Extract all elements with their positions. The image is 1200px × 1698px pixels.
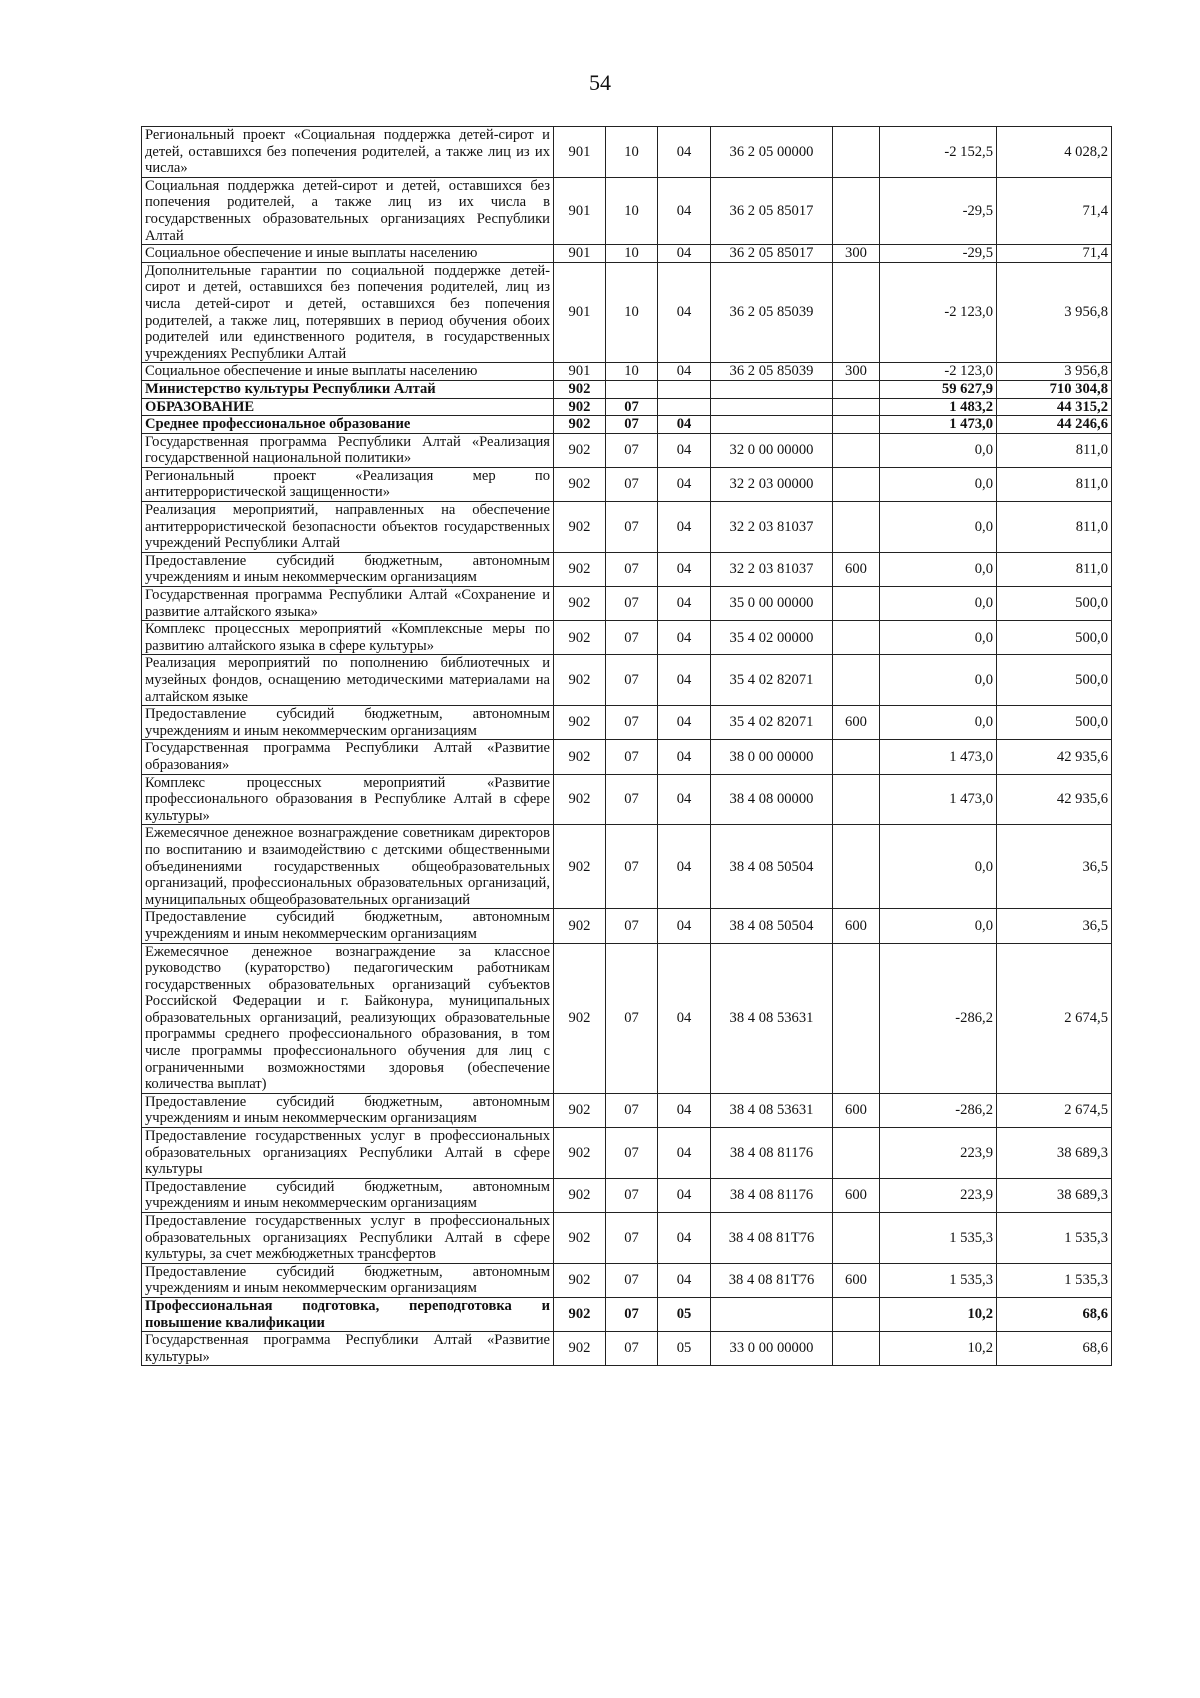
row-target-article-cell: 38 4 08 53631 [711, 1093, 833, 1127]
row-change-amount-cell: 1 535,3 [880, 1263, 997, 1297]
row-target-article-cell: 38 4 08 81176 [711, 1128, 833, 1179]
row-expense-type-cell: 600 [833, 1263, 880, 1297]
row-target-article-cell [711, 416, 833, 434]
row-name-cell: Государственная программа Республики Алтай «Развитие образования» [142, 740, 554, 774]
row-expense-type-cell [833, 127, 880, 178]
row-expense-type-cell [833, 655, 880, 706]
row-section-cell: 10 [606, 363, 658, 381]
row-section-cell: 10 [606, 262, 658, 363]
row-section-cell: 07 [606, 774, 658, 825]
row-change-amount-cell: 0,0 [880, 655, 997, 706]
row-change-amount-cell: -286,2 [880, 1093, 997, 1127]
row-change-amount-cell: -286,2 [880, 943, 997, 1093]
row-subsection-cell: 04 [658, 177, 711, 244]
row-ministry-cell: 902 [554, 1213, 606, 1264]
row-subsection-cell: 04 [658, 502, 711, 553]
table-row [142, 825, 1112, 909]
row-target-article-cell: 36 2 05 85039 [711, 262, 833, 363]
row-name-cell: Министерство культуры Республики Алтай [142, 380, 554, 398]
row-section-cell: 07 [606, 825, 658, 909]
row-expense-type-cell [833, 587, 880, 621]
row-ministry-cell: 902 [554, 1128, 606, 1179]
row-change-amount-cell: 1 473,0 [880, 774, 997, 825]
row-section-cell: 07 [606, 1093, 658, 1127]
row-change-amount-cell: -2 123,0 [880, 363, 997, 381]
row-section-cell: 07 [606, 655, 658, 706]
row-change-amount-cell: 59 627,9 [880, 380, 997, 398]
row-total-amount-cell: 811,0 [997, 502, 1112, 553]
row-change-amount-cell: -2 123,0 [880, 262, 997, 363]
row-total-amount-cell: 1 535,3 [997, 1213, 1112, 1264]
row-target-article-cell: 32 2 03 00000 [711, 467, 833, 501]
row-name-cell: Предоставление субсидий бюджетным, автономным учреждениям и иным некоммерческим организациям [142, 1178, 554, 1212]
table-row [142, 398, 1112, 416]
row-subsection-cell: 04 [658, 552, 711, 586]
table-row [142, 1178, 1112, 1212]
row-section-cell: 07 [606, 1128, 658, 1179]
row-subsection-cell: 04 [658, 587, 711, 621]
row-subsection-cell: 04 [658, 825, 711, 909]
row-section-cell: 10 [606, 127, 658, 178]
row-expense-type-cell [833, 1297, 880, 1331]
row-ministry-cell: 902 [554, 740, 606, 774]
table-row [142, 1297, 1112, 1331]
row-ministry-cell: 902 [554, 706, 606, 740]
row-expense-type-cell: 300 [833, 363, 880, 381]
row-subsection-cell: 04 [658, 262, 711, 363]
row-subsection-cell: 04 [658, 467, 711, 501]
row-total-amount-cell: 1 535,3 [997, 1263, 1112, 1297]
row-target-article-cell: 38 4 08 50504 [711, 825, 833, 909]
row-subsection-cell: 04 [658, 621, 711, 655]
row-expense-type-cell: 600 [833, 1178, 880, 1212]
row-name-cell: Предоставление субсидий бюджетным, автономным учреждениям и иным некоммерческим организациям [142, 552, 554, 586]
table-row [142, 552, 1112, 586]
row-section-cell: 07 [606, 621, 658, 655]
row-section-cell: 07 [606, 1263, 658, 1297]
row-name-cell: ОБРАЗОВАНИЕ [142, 398, 554, 416]
row-change-amount-cell: 1 535,3 [880, 1213, 997, 1264]
table-row [142, 127, 1112, 178]
row-change-amount-cell: 1 473,0 [880, 416, 997, 434]
row-total-amount-cell: 2 674,5 [997, 1093, 1112, 1127]
row-subsection-cell [658, 380, 711, 398]
row-expense-type-cell: 600 [833, 909, 880, 943]
row-section-cell: 07 [606, 706, 658, 740]
row-change-amount-cell: 0,0 [880, 552, 997, 586]
row-section-cell: 07 [606, 398, 658, 416]
row-ministry-cell: 901 [554, 127, 606, 178]
row-change-amount-cell: 10,2 [880, 1332, 997, 1366]
row-name-cell: Среднее профессиональное образование [142, 416, 554, 434]
table-row [142, 706, 1112, 740]
row-change-amount-cell: 223,9 [880, 1178, 997, 1212]
row-expense-type-cell: 600 [833, 706, 880, 740]
row-expense-type-cell: 600 [833, 1093, 880, 1127]
table-row [142, 380, 1112, 398]
row-target-article-cell: 36 2 05 00000 [711, 127, 833, 178]
row-ministry-cell: 902 [554, 1263, 606, 1297]
table-row [142, 1128, 1112, 1179]
row-target-article-cell: 33 0 00 00000 [711, 1332, 833, 1366]
row-section-cell: 07 [606, 943, 658, 1093]
row-section-cell: 07 [606, 1297, 658, 1331]
row-section-cell: 10 [606, 245, 658, 263]
table-row [142, 245, 1112, 263]
row-section-cell: 07 [606, 740, 658, 774]
row-target-article-cell [711, 380, 833, 398]
row-expense-type-cell [833, 433, 880, 467]
table-row [142, 943, 1112, 1093]
row-ministry-cell: 902 [554, 1332, 606, 1366]
table-row [142, 416, 1112, 434]
row-target-article-cell: 36 2 05 85039 [711, 363, 833, 381]
table-row [142, 363, 1112, 381]
row-target-article-cell: 32 0 00 00000 [711, 433, 833, 467]
row-name-cell: Дополнительные гарантии по социальной поддержке детей-сирот и детей, оставшихся без попечения родителей, лиц из числа детей-сирот и детей, оставшихся без попечения родителей, а также лиц, потерявших в период обучения обоих родителей или единственного родителя, в государственных учреждениях Республики Алтай [142, 262, 554, 363]
row-subsection-cell: 04 [658, 706, 711, 740]
row-change-amount-cell: 0,0 [880, 706, 997, 740]
row-total-amount-cell: 44 246,6 [997, 416, 1112, 434]
row-total-amount-cell: 3 956,8 [997, 262, 1112, 363]
row-name-cell: Региональный проект «Реализация мер по антитеррористической защищенности» [142, 467, 554, 501]
row-change-amount-cell: 0,0 [880, 502, 997, 553]
row-subsection-cell: 04 [658, 1128, 711, 1179]
row-section-cell: 07 [606, 909, 658, 943]
row-name-cell: Предоставление субсидий бюджетным, автономным учреждениям и иным некоммерческим организациям [142, 1263, 554, 1297]
row-name-cell: Предоставление субсидий бюджетным, автономным учреждениям и иным некоммерческим организациям [142, 909, 554, 943]
row-section-cell: 07 [606, 433, 658, 467]
row-total-amount-cell: 2 674,5 [997, 943, 1112, 1093]
row-total-amount-cell: 68,6 [997, 1297, 1112, 1331]
row-expense-type-cell [833, 1332, 880, 1366]
row-ministry-cell: 902 [554, 416, 606, 434]
row-ministry-cell: 901 [554, 363, 606, 381]
row-target-article-cell: 32 2 03 81037 [711, 552, 833, 586]
row-total-amount-cell: 38 689,3 [997, 1128, 1112, 1179]
row-change-amount-cell: -2 152,5 [880, 127, 997, 178]
row-target-article-cell [711, 398, 833, 416]
row-name-cell: Предоставление государственных услуг в профессиональных образовательных организациях Республики Алтай в сфере культуры [142, 1128, 554, 1179]
row-ministry-cell: 902 [554, 398, 606, 416]
row-section-cell: 07 [606, 552, 658, 586]
row-expense-type-cell: 300 [833, 245, 880, 263]
row-expense-type-cell [833, 177, 880, 244]
row-ministry-cell: 902 [554, 433, 606, 467]
row-name-cell: Комплекс процессных мероприятий «Развитие профессионального образования в Республике Алтай в сфере культуры» [142, 774, 554, 825]
row-ministry-cell: 901 [554, 177, 606, 244]
row-section-cell: 07 [606, 416, 658, 434]
row-target-article-cell [711, 1297, 833, 1331]
row-subsection-cell [658, 398, 711, 416]
table-row [142, 467, 1112, 501]
row-total-amount-cell: 36,5 [997, 909, 1112, 943]
row-ministry-cell: 902 [554, 621, 606, 655]
row-target-article-cell: 32 2 03 81037 [711, 502, 833, 553]
row-name-cell: Ежемесячное денежное вознаграждение за классное руководство (кураторство) педагогическим работникам государственных образовательных организаций субъектов Российской Федерации и г. Байконура, муниципальных образовательных организаций, реализующих образовательные программы среднего профессионального образования, в том числе программы профессионального обучения для лиц с ограниченными возможностями здоровья (обеспечение количества выплат) [142, 943, 554, 1093]
row-total-amount-cell: 38 689,3 [997, 1178, 1112, 1212]
row-subsection-cell: 04 [658, 416, 711, 434]
row-section-cell: 07 [606, 587, 658, 621]
row-total-amount-cell: 811,0 [997, 552, 1112, 586]
row-total-amount-cell: 42 935,6 [997, 774, 1112, 825]
row-ministry-cell: 901 [554, 262, 606, 363]
row-change-amount-cell: 0,0 [880, 825, 997, 909]
row-expense-type-cell [833, 398, 880, 416]
row-section-cell: 07 [606, 1213, 658, 1264]
row-change-amount-cell: 223,9 [880, 1128, 997, 1179]
row-subsection-cell: 04 [658, 909, 711, 943]
row-subsection-cell: 04 [658, 127, 711, 178]
row-name-cell: Государственная программа Республики Алтай «Реализация государственной национальной политики» [142, 433, 554, 467]
row-ministry-cell: 902 [554, 943, 606, 1093]
row-target-article-cell: 35 4 02 82071 [711, 655, 833, 706]
page-number: 54 [589, 70, 611, 95]
row-subsection-cell: 04 [658, 433, 711, 467]
row-subsection-cell: 04 [658, 1263, 711, 1297]
row-subsection-cell: 04 [658, 1093, 711, 1127]
row-name-cell: Региональный проект «Социальная поддержка детей-сирот и детей, оставшихся без попечения родителей, а также лиц из их числа» [142, 127, 554, 178]
row-subsection-cell: 05 [658, 1297, 711, 1331]
budget-table [141, 126, 1112, 1366]
row-total-amount-cell: 68,6 [997, 1332, 1112, 1366]
row-change-amount-cell: -29,5 [880, 177, 997, 244]
table-row [142, 1213, 1112, 1264]
row-target-article-cell: 36 2 05 85017 [711, 245, 833, 263]
row-ministry-cell: 902 [554, 774, 606, 825]
row-ministry-cell: 902 [554, 655, 606, 706]
row-expense-type-cell [833, 262, 880, 363]
row-ministry-cell: 902 [554, 1093, 606, 1127]
row-target-article-cell: 38 4 08 81Т76 [711, 1263, 833, 1297]
row-name-cell: Реализация мероприятий, направленных на обеспечение антитеррористической безопасности объектов государственных учреждений Республики Алтай [142, 502, 554, 553]
row-expense-type-cell: 600 [833, 552, 880, 586]
row-target-article-cell: 38 4 08 81Т76 [711, 1213, 833, 1264]
row-ministry-cell: 902 [554, 1297, 606, 1331]
row-total-amount-cell: 42 935,6 [997, 740, 1112, 774]
row-section-cell [606, 380, 658, 398]
row-subsection-cell: 04 [658, 655, 711, 706]
row-total-amount-cell: 3 956,8 [997, 363, 1112, 381]
row-subsection-cell: 04 [658, 245, 711, 263]
row-name-cell: Социальная поддержка детей-сирот и детей, оставшихся без попечения родителей, а также лиц из их числа в государственных образовательных организациях Республики Алтай [142, 177, 554, 244]
table-row [142, 909, 1112, 943]
row-subsection-cell: 04 [658, 943, 711, 1093]
row-target-article-cell: 38 4 08 00000 [711, 774, 833, 825]
row-ministry-cell: 902 [554, 380, 606, 398]
row-section-cell: 07 [606, 1332, 658, 1366]
budget-table-body [142, 127, 1112, 1366]
row-subsection-cell: 04 [658, 740, 711, 774]
row-target-article-cell: 38 4 08 50504 [711, 909, 833, 943]
row-ministry-cell: 902 [554, 587, 606, 621]
row-total-amount-cell: 44 315,2 [997, 398, 1112, 416]
row-section-cell: 07 [606, 1178, 658, 1212]
table-row [142, 587, 1112, 621]
table-row [142, 502, 1112, 553]
row-change-amount-cell: 0,0 [880, 587, 997, 621]
row-expense-type-cell [833, 380, 880, 398]
row-section-cell: 10 [606, 177, 658, 244]
row-ministry-cell: 902 [554, 502, 606, 553]
row-ministry-cell: 902 [554, 825, 606, 909]
row-section-cell: 07 [606, 502, 658, 553]
table-row [142, 621, 1112, 655]
row-expense-type-cell [833, 502, 880, 553]
table-row [142, 774, 1112, 825]
row-total-amount-cell: 71,4 [997, 245, 1112, 263]
row-name-cell: Профессиональная подготовка, переподготовка и повышение квалификации [142, 1297, 554, 1331]
table-row [142, 1093, 1112, 1127]
row-target-article-cell: 36 2 05 85017 [711, 177, 833, 244]
row-name-cell: Реализация мероприятий по пополнению библиотечных и музейных фондов, оснащению методическими материалами на алтайском языке [142, 655, 554, 706]
row-name-cell: Предоставление субсидий бюджетным, автономным учреждениям и иным некоммерческим организациям [142, 1093, 554, 1127]
row-total-amount-cell: 71,4 [997, 177, 1112, 244]
row-expense-type-cell [833, 1213, 880, 1264]
row-total-amount-cell: 811,0 [997, 467, 1112, 501]
row-change-amount-cell: 0,0 [880, 433, 997, 467]
row-target-article-cell: 38 4 08 53631 [711, 943, 833, 1093]
row-target-article-cell: 35 0 00 00000 [711, 587, 833, 621]
row-name-cell: Государственная программа Республики Алтай «Развитие культуры» [142, 1332, 554, 1366]
row-total-amount-cell: 500,0 [997, 621, 1112, 655]
row-target-article-cell: 35 4 02 00000 [711, 621, 833, 655]
row-target-article-cell: 38 4 08 81176 [711, 1178, 833, 1212]
row-total-amount-cell: 710 304,8 [997, 380, 1112, 398]
row-total-amount-cell: 500,0 [997, 655, 1112, 706]
row-expense-type-cell [833, 467, 880, 501]
row-subsection-cell: 04 [658, 363, 711, 381]
row-subsection-cell: 05 [658, 1332, 711, 1366]
row-total-amount-cell: 500,0 [997, 706, 1112, 740]
table-row [142, 1263, 1112, 1297]
row-ministry-cell: 902 [554, 467, 606, 501]
row-expense-type-cell [833, 825, 880, 909]
row-expense-type-cell [833, 621, 880, 655]
row-change-amount-cell: -29,5 [880, 245, 997, 263]
row-change-amount-cell: 0,0 [880, 621, 997, 655]
row-expense-type-cell [833, 416, 880, 434]
row-ministry-cell: 902 [554, 552, 606, 586]
row-change-amount-cell: 0,0 [880, 467, 997, 501]
row-expense-type-cell [833, 943, 880, 1093]
row-change-amount-cell: 10,2 [880, 1297, 997, 1331]
row-name-cell: Социальное обеспечение и иные выплаты населению [142, 363, 554, 381]
row-expense-type-cell [833, 1128, 880, 1179]
row-subsection-cell: 04 [658, 1213, 711, 1264]
row-total-amount-cell: 500,0 [997, 587, 1112, 621]
row-target-article-cell: 38 0 00 00000 [711, 740, 833, 774]
row-change-amount-cell: 1 473,0 [880, 740, 997, 774]
row-expense-type-cell [833, 774, 880, 825]
table-row [142, 1332, 1112, 1366]
row-name-cell: Предоставление субсидий бюджетным, автономным учреждениям и иным некоммерческим организациям [142, 706, 554, 740]
table-row [142, 740, 1112, 774]
row-subsection-cell: 04 [658, 1178, 711, 1212]
row-change-amount-cell: 0,0 [880, 909, 997, 943]
row-name-cell: Ежемесячное денежное вознаграждение советникам директоров по воспитанию и взаимодействию с детскими общественными объединениями государственных общеобразовательных организаций, профессиональных образовательных организаций, муниципальных общеобразовательных организаций [142, 825, 554, 909]
row-name-cell: Государственная программа Республики Алтай «Сохранение и развитие алтайского языка» [142, 587, 554, 621]
row-total-amount-cell: 36,5 [997, 825, 1112, 909]
row-ministry-cell: 901 [554, 245, 606, 263]
row-section-cell: 07 [606, 467, 658, 501]
row-total-amount-cell: 811,0 [997, 433, 1112, 467]
table-row [142, 177, 1112, 244]
row-ministry-cell: 902 [554, 909, 606, 943]
row-name-cell: Предоставление государственных услуг в профессиональных образовательных организациях Республики Алтай в сфере культуры, за счет межбюджетных трансфертов [142, 1213, 554, 1264]
row-target-article-cell: 35 4 02 82071 [711, 706, 833, 740]
table-row [142, 433, 1112, 467]
table-row [142, 262, 1112, 363]
row-name-cell: Социальное обеспечение и иные выплаты населению [142, 245, 554, 263]
row-ministry-cell: 902 [554, 1178, 606, 1212]
table-row [142, 655, 1112, 706]
row-name-cell: Комплекс процессных мероприятий «Комплексные меры по развитию алтайского языка в сфере культуры» [142, 621, 554, 655]
row-subsection-cell: 04 [658, 774, 711, 825]
row-total-amount-cell: 4 028,2 [997, 127, 1112, 178]
row-expense-type-cell [833, 740, 880, 774]
row-change-amount-cell: 1 483,2 [880, 398, 997, 416]
